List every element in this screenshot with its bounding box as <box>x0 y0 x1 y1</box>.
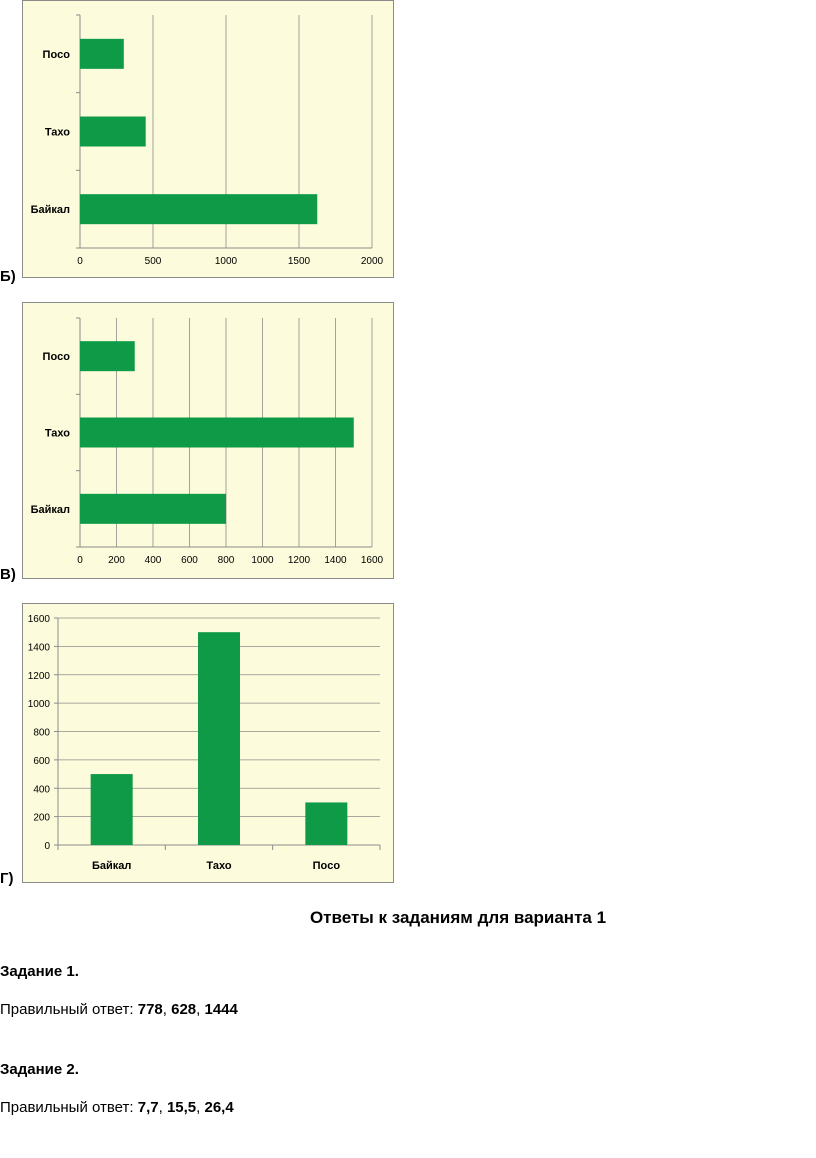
chart-g-category-label: Поco <box>312 860 341 872</box>
chart-v-category-label: Поco <box>42 351 70 364</box>
chart-v-bar <box>80 494 226 524</box>
chart-b-svg <box>22 0 394 278</box>
chart-v-tick-label: 1200 <box>287 555 311 566</box>
task2-value-1: 7,7 <box>137 1099 159 1116</box>
chart-v-tick-label: 1000 <box>251 555 274 566</box>
chart-b-category-label: Тахо <box>44 126 70 139</box>
chart-v-tick-label: 1600 <box>360 555 384 566</box>
chart-b-tick-label: 2000 <box>360 256 384 267</box>
task2-sep-2: , <box>196 1099 205 1116</box>
task1-answer <box>0 1001 238 1018</box>
chart-g-svg <box>22 603 394 883</box>
chart-g-tick-label: 800 <box>33 727 50 739</box>
task1-value-2: 628 <box>171 1001 197 1018</box>
task2-prefix: Правильный ответ: <box>0 1099 138 1116</box>
chart-b-tick-label: 1500 <box>287 256 311 267</box>
chart-b <box>22 0 394 278</box>
chart-v-tick-label: 1400 <box>324 555 347 566</box>
chart-b-tick-label: 0 <box>77 256 83 267</box>
chart-v-tick-label: 200 <box>108 555 125 566</box>
chart-g-tick-label: 1400 <box>27 642 50 654</box>
chart-b-tick-label: 1000 <box>214 256 238 267</box>
answers-heading: Ответы к заданиям для варианта 1 <box>309 908 607 927</box>
option-label-b: Б) <box>0 268 16 285</box>
chart-g-tick-label: 0 <box>44 841 50 852</box>
option-label-g: Г) <box>0 870 14 887</box>
option-label-v: В) <box>0 566 16 583</box>
task2-value-2: 15,5 <box>166 1099 197 1116</box>
chart-b-tick-label: 500 <box>144 256 162 267</box>
task1-value-3: 1444 <box>204 1001 238 1018</box>
chart-b-bar <box>80 117 146 147</box>
chart-v-category-label: Байкал <box>30 503 70 516</box>
chart-v-tick-label: 600 <box>181 555 198 566</box>
chart-g-category-label: Байкал <box>91 860 132 872</box>
chart-g-tick-label: 1200 <box>27 670 50 682</box>
chart-v-svg <box>22 302 394 579</box>
chart-g-category-label: Тахо <box>206 860 232 872</box>
chart-v <box>22 302 394 579</box>
chart-g-tick-label: 1600 <box>27 614 50 625</box>
chart-b-bar <box>80 39 124 69</box>
task1-title: Задание 1. <box>0 963 79 980</box>
chart-b-plot-area <box>23 1 394 278</box>
task2-title: Задание 2. <box>0 1061 79 1078</box>
chart-g-tick-label: 600 <box>33 755 50 767</box>
chart-v-bar <box>80 341 135 371</box>
task1-prefix: Правильный ответ: <box>0 1001 138 1018</box>
task1-sep-1: , <box>162 1001 172 1018</box>
chart-g-tick-label: 400 <box>33 784 50 796</box>
chart-g-bar <box>91 774 133 845</box>
task2-value-3: 26,4 <box>204 1099 234 1116</box>
chart-v-tick-label: 0 <box>77 555 83 566</box>
task1-sep-2: , <box>196 1001 205 1018</box>
chart-b-category-label: Байкал <box>30 204 70 217</box>
chart-b-category-label: Поco <box>42 48 70 61</box>
chart-v-tick-label: 400 <box>144 555 162 566</box>
chart-g-bar <box>305 802 347 845</box>
chart-v-bar <box>80 418 354 448</box>
chart-b-bar <box>80 194 317 224</box>
task1-value-1: 778 <box>137 1001 163 1018</box>
chart-g <box>22 603 394 883</box>
chart-v-tick-label: 800 <box>217 555 235 566</box>
chart-g-bar <box>198 632 240 845</box>
chart-g-tick-label: 1000 <box>27 699 50 711</box>
chart-g-tick-label: 200 <box>33 812 50 824</box>
task2-sep-1: , <box>158 1099 167 1116</box>
chart-v-category-label: Тахо <box>44 427 70 440</box>
task2-answer <box>0 1099 234 1116</box>
